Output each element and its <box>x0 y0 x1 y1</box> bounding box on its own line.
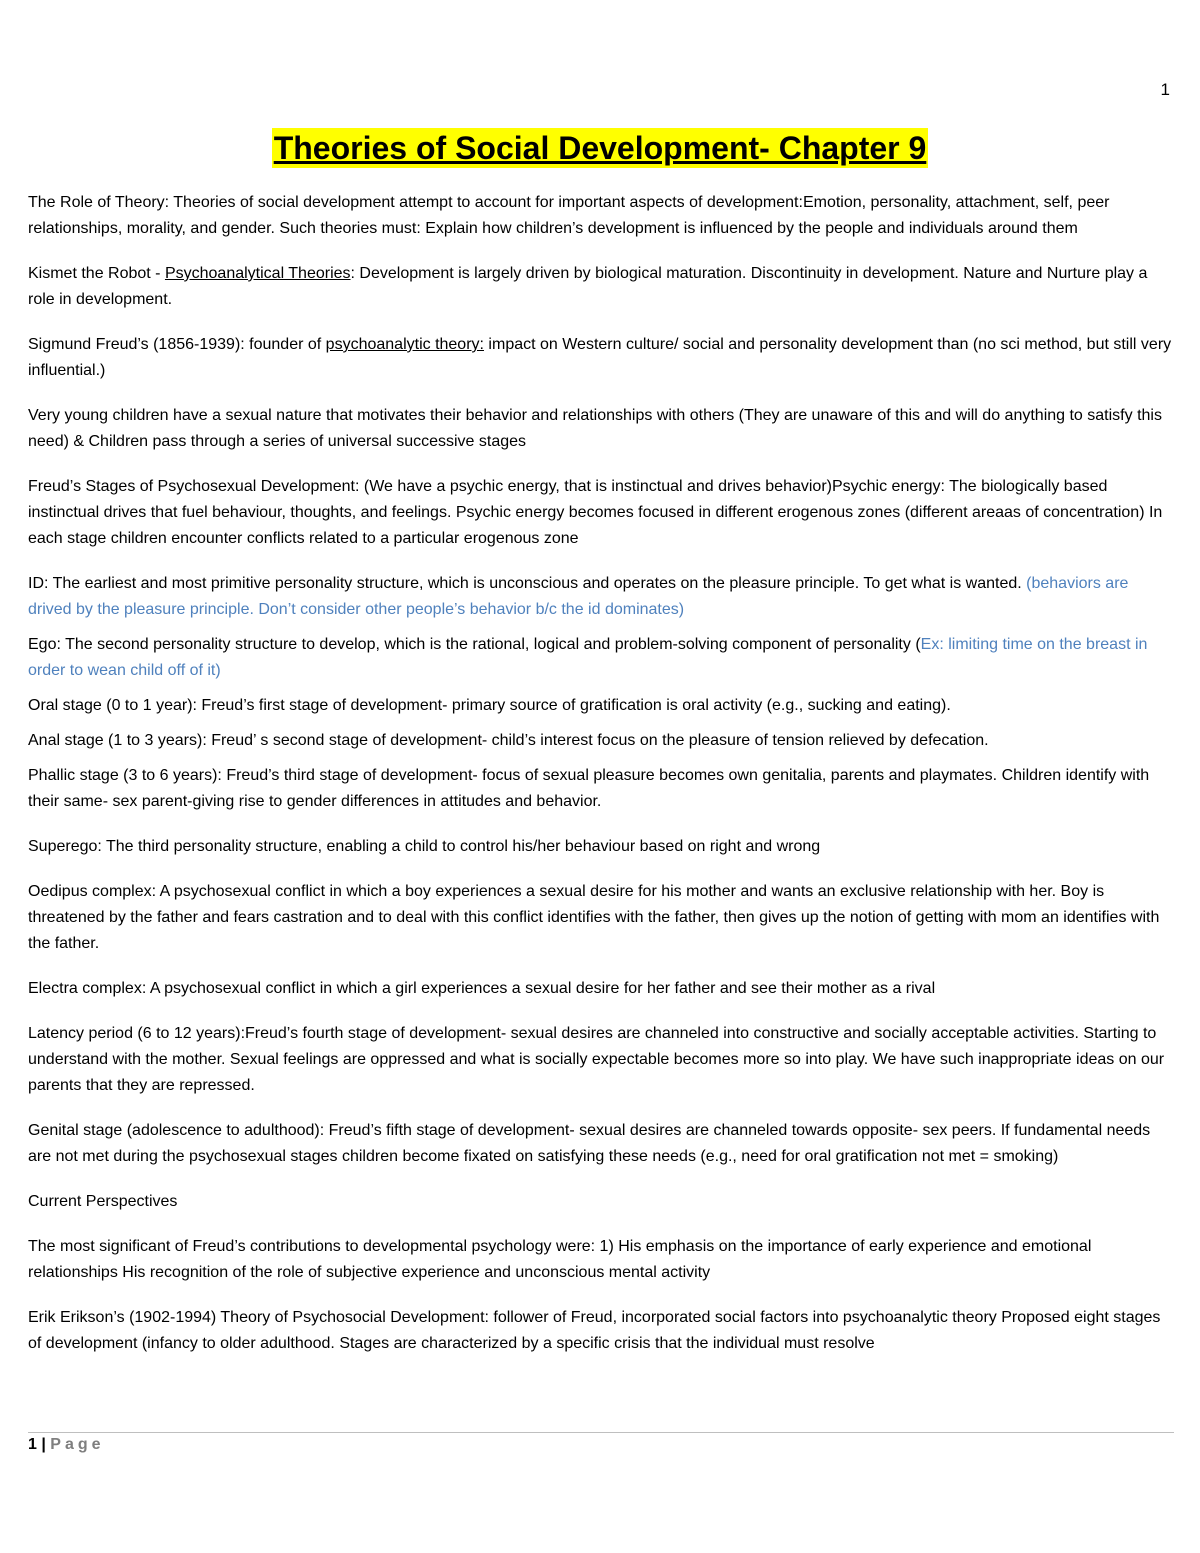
ego-text: Ego: The second personality structure to develop, which is the rational, logical and problem-solving component of personality ( <box>28 636 921 653</box>
paragraph-kismet <box>28 261 1174 313</box>
header-page-number: 1 <box>1160 80 1170 99</box>
paragraph-contributions: The most significant of Freud’s contributions to developmental psychology were: 1) His emphasis on the importance of early experience and emotional relationships His recognition of the role of subjective experience and unconscious mental activity <box>28 1238 1092 1281</box>
paragraph-phallic-stage: Phallic stage (3 to 6 years): Freud’s third stage of development- focus of sexual pleasure becomes own genitalia, parents and playmates. Children identify with their same- sex parent-giving rise to gender differences in attitudes and behavior. <box>28 767 1150 810</box>
paragraph-id <box>28 571 1174 623</box>
paragraph-freud <box>28 332 1174 384</box>
document-body <box>28 190 1174 1357</box>
psychoanalytic-theory-term: psychoanalytic theory: <box>325 336 484 353</box>
footer-page-number: 1 <box>28 1436 37 1453</box>
paragraph-role-of-theory: The Role of Theory: Theories of social development attempt to account for important aspects of development:Emotion, personality, attachment, self, peer relationships, morality, and gender. Such theories must: Explain how children’s development is influenced by the people and individuals around them <box>28 194 1110 237</box>
footer-separator: | <box>41 1436 46 1453</box>
paragraph-electra: Electra complex: A psychosexual conflict in which a girl experiences a sexual desire for her father and see their mother as a rival <box>28 980 936 997</box>
heading-current-perspectives: Current Perspectives <box>28 1193 178 1210</box>
paragraph-latency: Latency period (6 to 12 years):Freud’s fourth stage of development- sexual desires are channeled into constructive and socially acceptable activities. Starting to understand with the mother. Sexual feelings are oppressed and what is socially expectable becomes more so into play. We have such inappropriate ideas on our parents that they are repressed. <box>28 1025 1165 1094</box>
paragraph-erikson: Erik Erikson’s (1902-1994) Theory of Psychosocial Development: follower of Freud, incorporated social factors into psychoanalytic theory Proposed eight stages of development (infancy to older adulthood. Stages are characterized by a specific crisis that the individual must resolve <box>28 1309 1161 1352</box>
paragraph-superego: Superego: The third personality structure, enabling a child to control his/her behaviour based on right and wrong <box>28 838 821 855</box>
paragraph-anal-stage: Anal stage (1 to 3 years): Freud’ s second stage of development- child’s interest focus on the pleasure of tension relieved by defecation. <box>28 732 989 749</box>
freud-rest: impact on Western culture/ social and personality development than (no sci method, but still very influential.) <box>28 336 1172 379</box>
paragraph-genital: Genital stage (adolescence to adulthood): Freud’s fifth stage of development- sexual desires are channeled towards opposite- sex peers. If fundamental needs are not met during the psychosexual stages children become fixated on satisfying these needs (e.g., need for oral gratification not met = smoking) <box>28 1122 1151 1165</box>
paragraph-oral-stage: Oral stage (0 to 1 year): Freud’s first stage of development- primary source of gratification is oral activity (e.g., sucking and eating). <box>28 697 951 714</box>
id-note: (behaviors are drived by the pleasure principle. Don’t consider other people’s behavior b/c the id dominates) <box>28 575 1129 618</box>
kismet-rest: : Development is largely driven by biological maturation. Discontinuity in development. Nature and Nurture play a role in development. <box>28 265 1148 308</box>
kismet-prefix: Kismet the Robot - <box>28 265 165 282</box>
ego-note: Ex: limiting time on the breast in order to wean child off of it) <box>28 636 1148 679</box>
paragraph-freud-stages: Freud’s Stages of Psychosexual Development: (We have a psychic energy, that is instinctual and drives behavior)Psychic energy: The biologically based instinctual drives that fuel behaviour, thoughts, and feelings. Psychic energy becomes focused in different erogenous zones (different areaas of concentration) In each stage children encounter conflicts related to a particular erogenous zone <box>28 478 1163 547</box>
freud-prefix: Sigmund Freud’s (1856-1939): founder of <box>28 336 326 353</box>
document-title: Theories of Social Development- Chapter 9 <box>273 130 927 166</box>
footer-page-word: Page <box>50 1436 105 1453</box>
paragraph-ego <box>28 632 1174 684</box>
id-text: ID: The earliest and most primitive personality structure, which is unconscious and operates on the pleasure principle. To get what is wanted. <box>28 575 1022 592</box>
psychoanalytical-theories-term: Psychoanalytical Theories <box>164 265 351 282</box>
paragraph-oedipus: Oedipus complex: A psychosexual conflict in which a boy experiences a sexual desire for his mother and wants an exclusive relationship with her. Boy is threatened by the father and fears castration and to deal with this conflict identifies with the father, then gives up the notion of getting with mom an identifies with the father. <box>28 883 1160 952</box>
title-container <box>0 128 1200 168</box>
paragraph-young-children: Very young children have a sexual nature that motivates their behavior and relationships with others (They are unaware of this and will do anything to satisfy this need) & Children pass through a series of universal successive stages <box>28 407 1162 450</box>
footer <box>28 1436 105 1454</box>
footer-divider <box>28 1432 1174 1433</box>
